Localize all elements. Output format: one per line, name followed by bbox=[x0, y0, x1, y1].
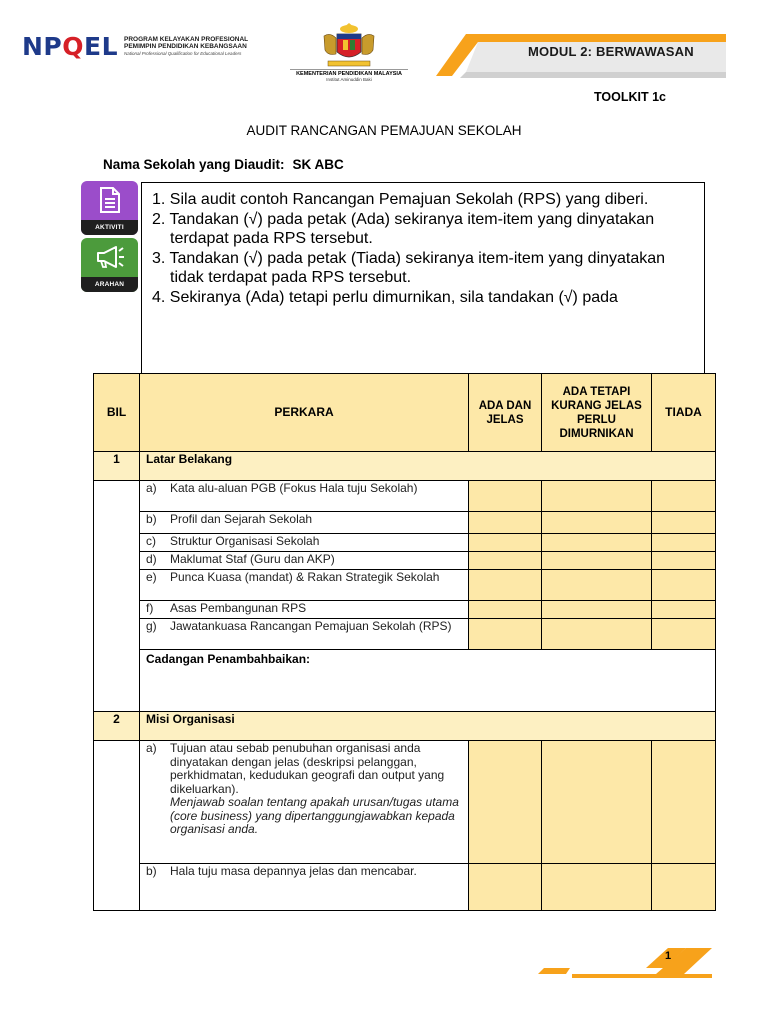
checkbox-tiada[interactable] bbox=[652, 512, 716, 534]
header-perkara: PERKARA bbox=[140, 374, 469, 452]
checkbox-tiada[interactable] bbox=[652, 741, 716, 864]
header-ada: ADA DAN JELAS bbox=[469, 374, 542, 452]
instruction-3-cont: tidak terdapat pada RPS tersebut. bbox=[170, 269, 412, 287]
header-bil: BIL bbox=[94, 374, 140, 452]
checkbox-ada[interactable] bbox=[469, 741, 542, 864]
item-cell bbox=[140, 601, 469, 619]
item-text: Hala tuju masa depannya jelas dan mencabar. bbox=[170, 864, 417, 878]
checkbox-tiada[interactable] bbox=[652, 534, 716, 552]
instruction-1: 1. Sila audit contoh Rancangan Pemajuan Sekolah (RPS) yang diberi. bbox=[152, 191, 649, 208]
item-cell bbox=[140, 864, 469, 911]
item-text: Kata alu-aluan PGB (Fokus Hala tuju Sekolah) bbox=[170, 481, 418, 495]
table-row bbox=[94, 534, 716, 552]
table-row bbox=[94, 650, 716, 712]
checkbox-ada[interactable] bbox=[469, 570, 542, 601]
item-text: Asas Pembangunan RPS bbox=[170, 601, 307, 615]
instruction-2-cont: terdapat pada RPS tersebut. bbox=[170, 230, 373, 248]
document-icon bbox=[81, 181, 138, 219]
item-text: Maklumat Staf (Guru dan AKP) bbox=[170, 552, 335, 566]
item-cell bbox=[140, 570, 469, 601]
checkbox-tiada[interactable] bbox=[652, 864, 716, 911]
table-row bbox=[94, 512, 716, 534]
aktiviti-label: AKTIVITI bbox=[81, 220, 138, 235]
bil-blank-cell bbox=[94, 741, 140, 911]
item-cell bbox=[140, 481, 469, 512]
toolkit-label: TOOLKIT 1c bbox=[594, 90, 667, 104]
bil-blank-cell bbox=[94, 481, 140, 712]
item-cell bbox=[140, 741, 469, 864]
item-text: Punca Kuasa (mandat) & Rakan Strategik Sekolah bbox=[170, 570, 440, 584]
item-text: Tujuan atau sebab penubuhan organisasi anda dinyatakan dengan jelas (deskripsi pelanggan, perkhidmatan, kedudukan geografi dan output yang dikeluarkan). bbox=[170, 741, 445, 796]
cadangan-cell[interactable]: Cadangan Penambahbaikan: bbox=[140, 650, 716, 712]
table-row bbox=[94, 864, 716, 911]
arahan-badge bbox=[81, 238, 138, 292]
checkbox-tiada[interactable] bbox=[652, 570, 716, 601]
table-header-row bbox=[94, 374, 716, 452]
megaphone-icon bbox=[81, 238, 138, 276]
program-line-3: National Professional Qualification for Educational Leaders bbox=[124, 50, 242, 56]
checkbox-ada[interactable] bbox=[469, 534, 542, 552]
program-line-2: PEMIMPIN PENDIDIKAN KEBANGSAAN bbox=[124, 42, 247, 50]
checkbox-ada[interactable] bbox=[469, 864, 542, 911]
checkbox-ada-tetapi[interactable] bbox=[542, 552, 652, 570]
checkbox-ada-tetapi[interactable] bbox=[542, 570, 652, 601]
table-row bbox=[94, 552, 716, 570]
malaysia-crest-icon bbox=[316, 22, 382, 70]
checkbox-tiada[interactable] bbox=[652, 481, 716, 512]
school-name-line bbox=[103, 157, 344, 172]
npqel-logo: NPQEL bbox=[22, 32, 119, 61]
checkbox-tiada[interactable] bbox=[652, 552, 716, 570]
section-title: Misi Organisasi bbox=[140, 712, 716, 741]
item-marker: f) bbox=[146, 601, 154, 615]
item-marker: e) bbox=[146, 570, 157, 584]
item-text: Profil dan Sejarah Sekolah bbox=[170, 512, 313, 526]
item-marker: c) bbox=[146, 534, 156, 548]
section-title: Latar Belakang bbox=[140, 452, 716, 481]
item-text: Struktur Organisasi Sekolah bbox=[170, 534, 320, 548]
checkbox-ada-tetapi[interactable] bbox=[542, 534, 652, 552]
checkbox-ada[interactable] bbox=[469, 601, 542, 619]
module-title: MODUL 2: BERWAWASAN bbox=[528, 44, 694, 59]
item-marker: b) bbox=[146, 864, 157, 878]
audit-table bbox=[93, 373, 716, 911]
item-marker: g) bbox=[146, 619, 157, 633]
item-cell bbox=[140, 512, 469, 534]
arahan-label: ARAHAN bbox=[81, 277, 138, 292]
section-row bbox=[94, 712, 716, 741]
page-number: 1 bbox=[665, 950, 672, 962]
checkbox-ada-tetapi[interactable] bbox=[542, 741, 652, 864]
instruction-3: 3. Tandakan (√) pada petak (Tiada) sekiranya item-item yang dinyatakan bbox=[152, 249, 666, 267]
program-line-1: PROGRAM KELAYAKAN PROFESIONAL bbox=[124, 36, 249, 43]
checkbox-ada[interactable] bbox=[469, 481, 542, 512]
header-ada-tetapi: ADA TETAPI KURANG JELAS PERLU DIMURNIKAN bbox=[542, 374, 652, 452]
section-number: 1 bbox=[94, 452, 140, 481]
checkbox-ada-tetapi[interactable] bbox=[542, 619, 652, 650]
checkbox-tiada[interactable] bbox=[652, 619, 716, 650]
item-cell bbox=[140, 552, 469, 570]
item-text: Jawatankuasa Rancangan Pemajuan Sekolah (RPS) bbox=[170, 619, 452, 633]
item-text-italic: Menjawab soalan tentang apakah urusan/tugas utama (core business) yang dipertanggungjawabkan kepada organisasi anda. bbox=[170, 795, 459, 836]
checkbox-ada-tetapi[interactable] bbox=[542, 512, 652, 534]
section-row bbox=[94, 452, 716, 481]
checkbox-ada-tetapi[interactable] bbox=[542, 481, 652, 512]
checkbox-ada[interactable] bbox=[469, 512, 542, 534]
header-tiada: TIADA bbox=[652, 374, 716, 452]
ministry-label: KEMENTERIAN PENDIDIKAN MALAYSIA Institut Aminuddin Baki bbox=[290, 69, 408, 82]
instruction-2: 2. Tandakan (√) pada petak (Ada) sekiranya item-item yang dinyatakan bbox=[152, 210, 655, 228]
item-cell bbox=[140, 534, 469, 552]
program-name bbox=[124, 37, 248, 56]
document-title: AUDIT RANCANGAN PEMAJUAN SEKOLAH bbox=[246, 123, 522, 138]
aktiviti-badge bbox=[81, 181, 138, 235]
table-row bbox=[94, 741, 716, 864]
instruction-4: 4. Sekiranya (Ada) tetapi perlu dimurnikan, sila tandakan (√) pada bbox=[152, 288, 618, 306]
item-cell bbox=[140, 619, 469, 650]
item-marker: a) bbox=[146, 741, 157, 755]
item-marker: a) bbox=[146, 481, 157, 495]
section-number: 2 bbox=[94, 712, 140, 741]
instructions-box bbox=[141, 182, 705, 374]
table-row bbox=[94, 601, 716, 619]
checkbox-ada[interactable] bbox=[469, 619, 542, 650]
school-name-value: SK ABC bbox=[292, 157, 344, 172]
checkbox-tiada[interactable] bbox=[652, 601, 716, 619]
table-row bbox=[94, 619, 716, 650]
item-marker: b) bbox=[146, 512, 157, 526]
checkbox-ada-tetapi[interactable] bbox=[542, 601, 652, 619]
school-name-label: Nama Sekolah yang Diaudit: bbox=[103, 157, 285, 172]
checkbox-ada-tetapi[interactable] bbox=[542, 864, 652, 911]
table-row bbox=[94, 570, 716, 601]
item-marker: d) bbox=[146, 552, 157, 566]
footer-banner bbox=[536, 944, 716, 978]
checkbox-ada[interactable] bbox=[469, 552, 542, 570]
table-row bbox=[94, 481, 716, 512]
